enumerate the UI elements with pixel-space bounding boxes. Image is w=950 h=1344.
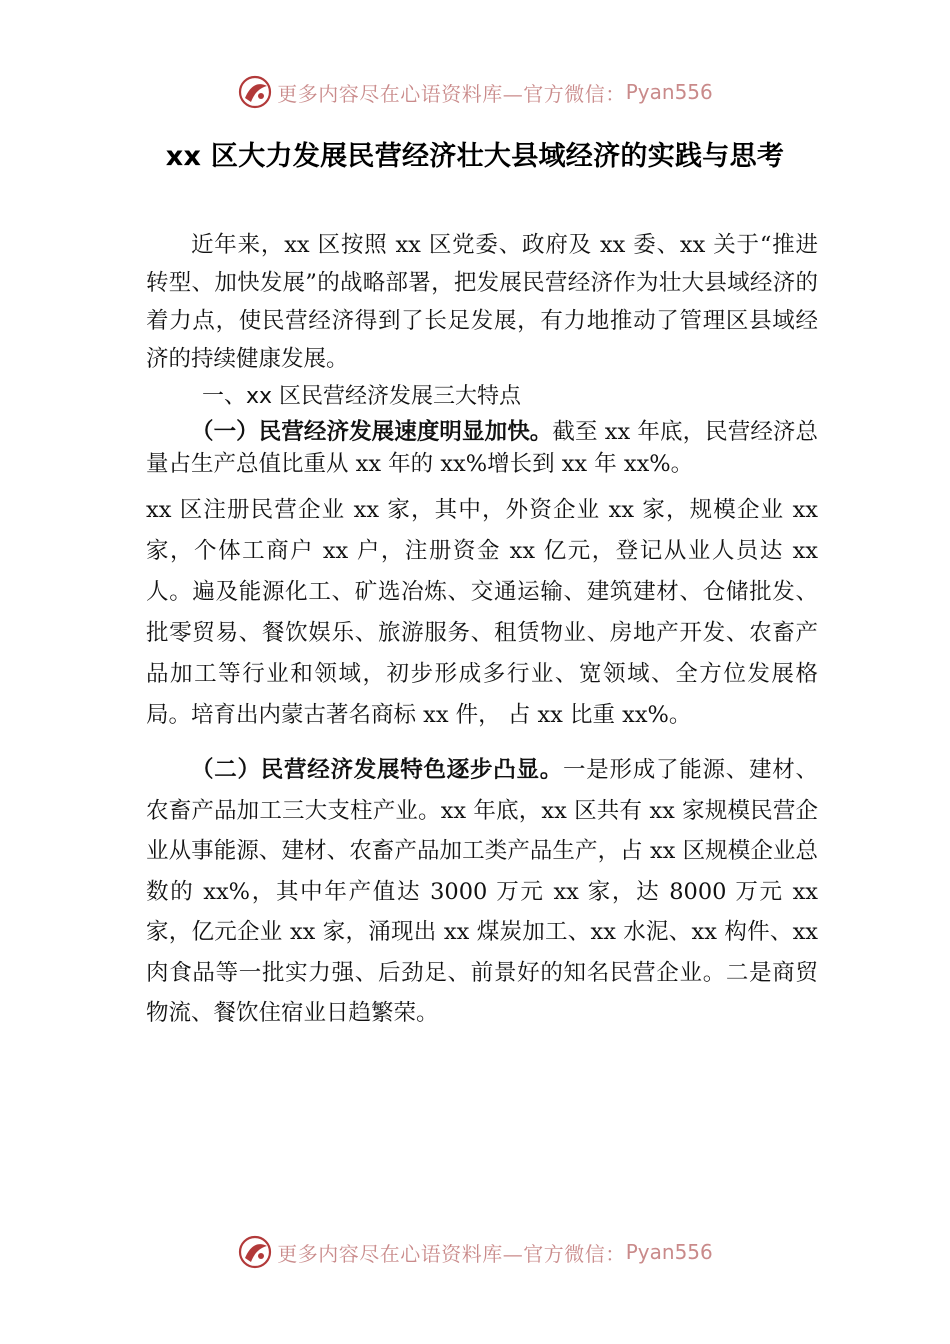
document-title: xx 区大力发展民营经济壮大县域经济的实践与思考 bbox=[165, 141, 785, 172]
watermark-wechat-id: Pyan556 bbox=[625, 80, 713, 104]
point-two-text: 一是形成了能源、建材、农畜产品加工三大支柱产业。xx 年底，xx 区共有 xx 家规模民营企业从事能源、建材、农畜产品加工类产品生产，占 xx 区规模企业总数的 xx%，其中年产值达 3000 万元 xx 家，达 8000 万元 xx 家，亿元企业 xx 家，涌现出 xx 煤炭加工、xx 水泥、xx 构件、xx 肉食品等一批实力强、后劲足、前景好的知名民营企业。二是商贸物流、餐饮住宿业日趋繁荣。 bbox=[146, 757, 818, 1026]
point-one-text: 截至 xx 年底，民营经济总量占生产总值比重从 xx 年的 xx%增长到 xx 年 xx%。 bbox=[146, 419, 818, 477]
intro-paragraph: 近年来，xx 区按照 xx 区党委、政府及 xx 委、xx 关于“推进转型、加快发展”的战略部署，把发展民营经济作为壮大县域经济的着力点，使民营经济得到了长足发展，有力地推动了管理区县域经济的持续健康发展。 bbox=[146, 232, 818, 372]
watermark-wechat-id: Pyan556 bbox=[625, 1240, 713, 1264]
watermark-text: 更多内容尽在心语资料库—官方微信： bbox=[277, 1241, 626, 1266]
section-heading: 一、xx 区民营经济发展三大特点 bbox=[202, 384, 522, 409]
watermark-text: 更多内容尽在心语资料库—官方微信： bbox=[277, 81, 626, 106]
point-two-title: （二）民营经济发展特色逐步凸显。 bbox=[191, 757, 563, 783]
point-one-detail: xx 区注册民营企业 xx 家，其中，外资企业 xx 家，规模企业 xx 家，个体工商户 xx 户，注册资金 xx 亿元，登记从业人员达 xx 人。遍及能源化工、矿选冶炼、交通运输、建筑建材、仓储批发、批零贸易、餐饮娱乐、旅游服务、租赁物业、房地产开发、农畜产品加工等行业和领域，初步形成多行业、宽领域、全方位发展格局。培育出内蒙古著名商标 xx 件， 占 xx 比重 xx%。 bbox=[146, 497, 818, 728]
watermark-banner-bottom bbox=[0, 1232, 950, 1272]
document-body bbox=[146, 226, 818, 1034]
brand-logo-icon bbox=[237, 1234, 273, 1270]
watermark-banner-top bbox=[0, 72, 950, 112]
point-one-title: （一）民营经济发展速度明显加快。 bbox=[191, 419, 553, 445]
point-two-paragraph bbox=[146, 750, 818, 1034]
point-one-paragraph bbox=[146, 416, 818, 480]
brand-logo-icon bbox=[237, 74, 273, 110]
